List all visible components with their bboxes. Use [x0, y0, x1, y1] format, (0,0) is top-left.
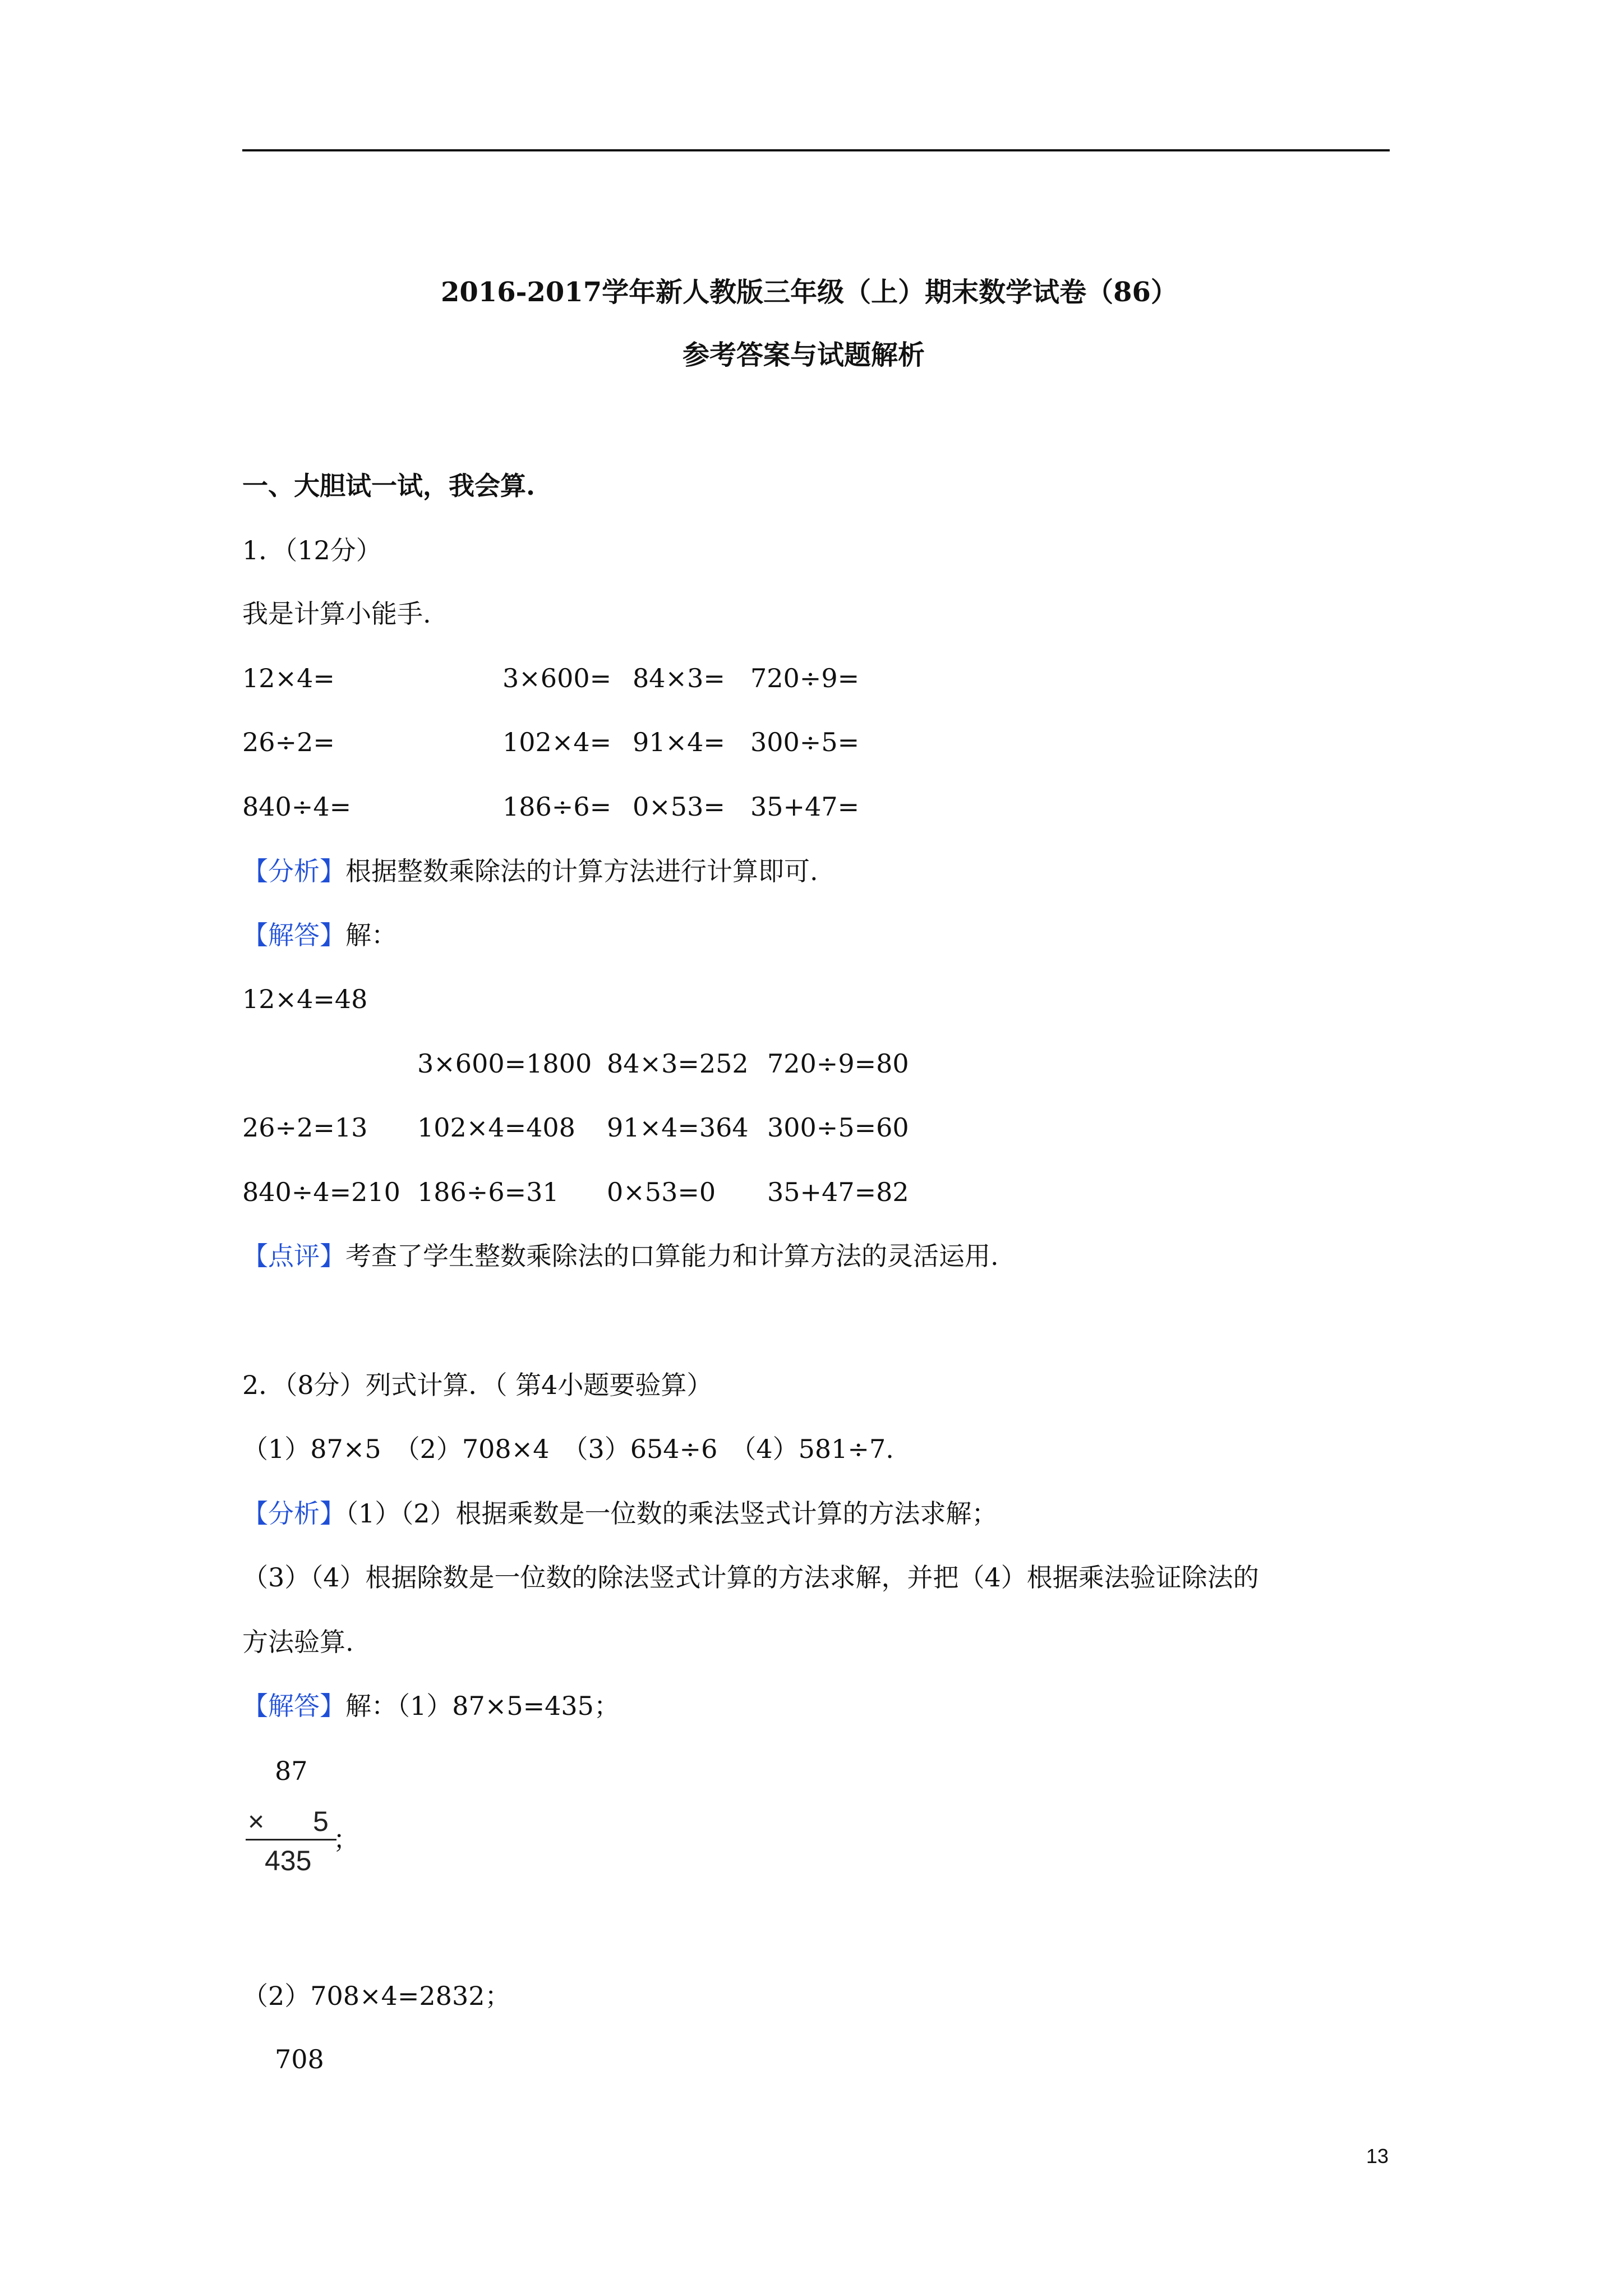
analysis-tag: 【分析】	[242, 1498, 345, 1529]
answer-text: 解：（1）87×5=435；	[345, 1691, 620, 1721]
vertical-calc-top: 708	[275, 2044, 324, 2074]
q1-problem: 300÷5=	[750, 727, 860, 757]
q1-answer: 0×53=0	[607, 1177, 716, 1207]
q1-answer: 186÷6=31	[417, 1177, 559, 1207]
q2-answer-heading	[242, 1693, 620, 1719]
vertical-calc-end: ；	[333, 1824, 359, 1855]
comment-text: 考查了学生整数乘除法的口算能力和计算方法的灵活运用.	[345, 1241, 999, 1271]
document-title: 2016-2017学年新人教版三年级（上）期末数学试卷（86）	[441, 277, 1178, 308]
q1-problem: 3×600=	[502, 663, 612, 693]
answer-tag: 【解答】	[242, 920, 345, 950]
q1-problem: 26÷2=	[242, 727, 335, 757]
question-2-number: 2．（8分）列式计算．（ 第4小题要验算）	[242, 1370, 713, 1400]
analysis-tag: 【分析】	[242, 856, 345, 886]
q1-answer: 12×4=48	[242, 984, 368, 1014]
page-number: 13	[1366, 2145, 1389, 2168]
vertical-calc-multiplier: 5	[313, 1806, 329, 1837]
section-heading: 一、大胆试一试，我会算.	[242, 471, 536, 501]
comment-tag: 【点评】	[242, 1241, 345, 1271]
q1-problem: 35+47=	[750, 792, 860, 822]
vertical-calc-line	[246, 1839, 336, 1841]
vertical-calc-operator: ×	[248, 1806, 265, 1837]
question-2-items: （1）87×5 （2）708×4 （3）654÷6 （4）581÷7.	[242, 1434, 894, 1464]
analysis-text: （1）（2）根据乘数是一位数的乘法竖式计算的方法求解；	[345, 1498, 998, 1529]
q1-analysis	[242, 858, 818, 884]
q2-analysis-line: 方法验算.	[242, 1627, 354, 1657]
q1-answer: 720÷9=80	[767, 1048, 909, 1079]
q1-answer: 300÷5=60	[767, 1112, 909, 1143]
document-subtitle: 参考答案与试题解析	[683, 339, 925, 371]
analysis-text: 根据整数乘除法的计算方法进行计算即可.	[345, 856, 818, 886]
q1-comment	[242, 1243, 999, 1269]
vertical-calc-top: 87	[275, 1756, 308, 1786]
q1-answer: 26÷2=13	[242, 1112, 368, 1143]
q1-answer: 91×4=364	[607, 1112, 749, 1143]
q1-problem: 720÷9=	[750, 663, 860, 693]
q1-problem: 0×53=	[633, 792, 725, 822]
vertical-calc-result: 435	[265, 1845, 312, 1876]
q1-answer-heading	[242, 922, 397, 948]
q1-answer: 35+47=82	[767, 1177, 909, 1207]
q2-answer-line: （2）708×4=2832；	[242, 1981, 511, 2011]
q2-analysis	[242, 1498, 998, 1529]
q1-problem: 91×4=	[633, 727, 725, 757]
answer-tag: 【解答】	[242, 1691, 345, 1721]
question-1-number: 1．（12分）	[242, 535, 382, 565]
q1-answer: 3×600=1800	[417, 1048, 592, 1079]
question-1-prompt: 我是计算小能手.	[242, 599, 431, 629]
q2-analysis-line: （3）（4）根据除数是一位数的除法竖式计算的方法求解，并把（4）根据乘法验证除法的	[242, 1562, 1259, 1593]
q1-problem: 102×4=	[502, 727, 612, 757]
q1-answer: 84×3=252	[607, 1048, 749, 1079]
header-rule	[242, 149, 1390, 151]
answer-intro: 解：	[345, 920, 397, 950]
q1-answer: 840÷4=210	[242, 1177, 400, 1207]
q1-problem: 84×3=	[633, 663, 725, 693]
q1-problem: 186÷6=	[502, 792, 612, 822]
q1-problem: 840÷4=	[242, 792, 352, 822]
q1-problem: 12×4=	[242, 663, 335, 693]
q1-answer: 102×4=408	[417, 1112, 575, 1143]
